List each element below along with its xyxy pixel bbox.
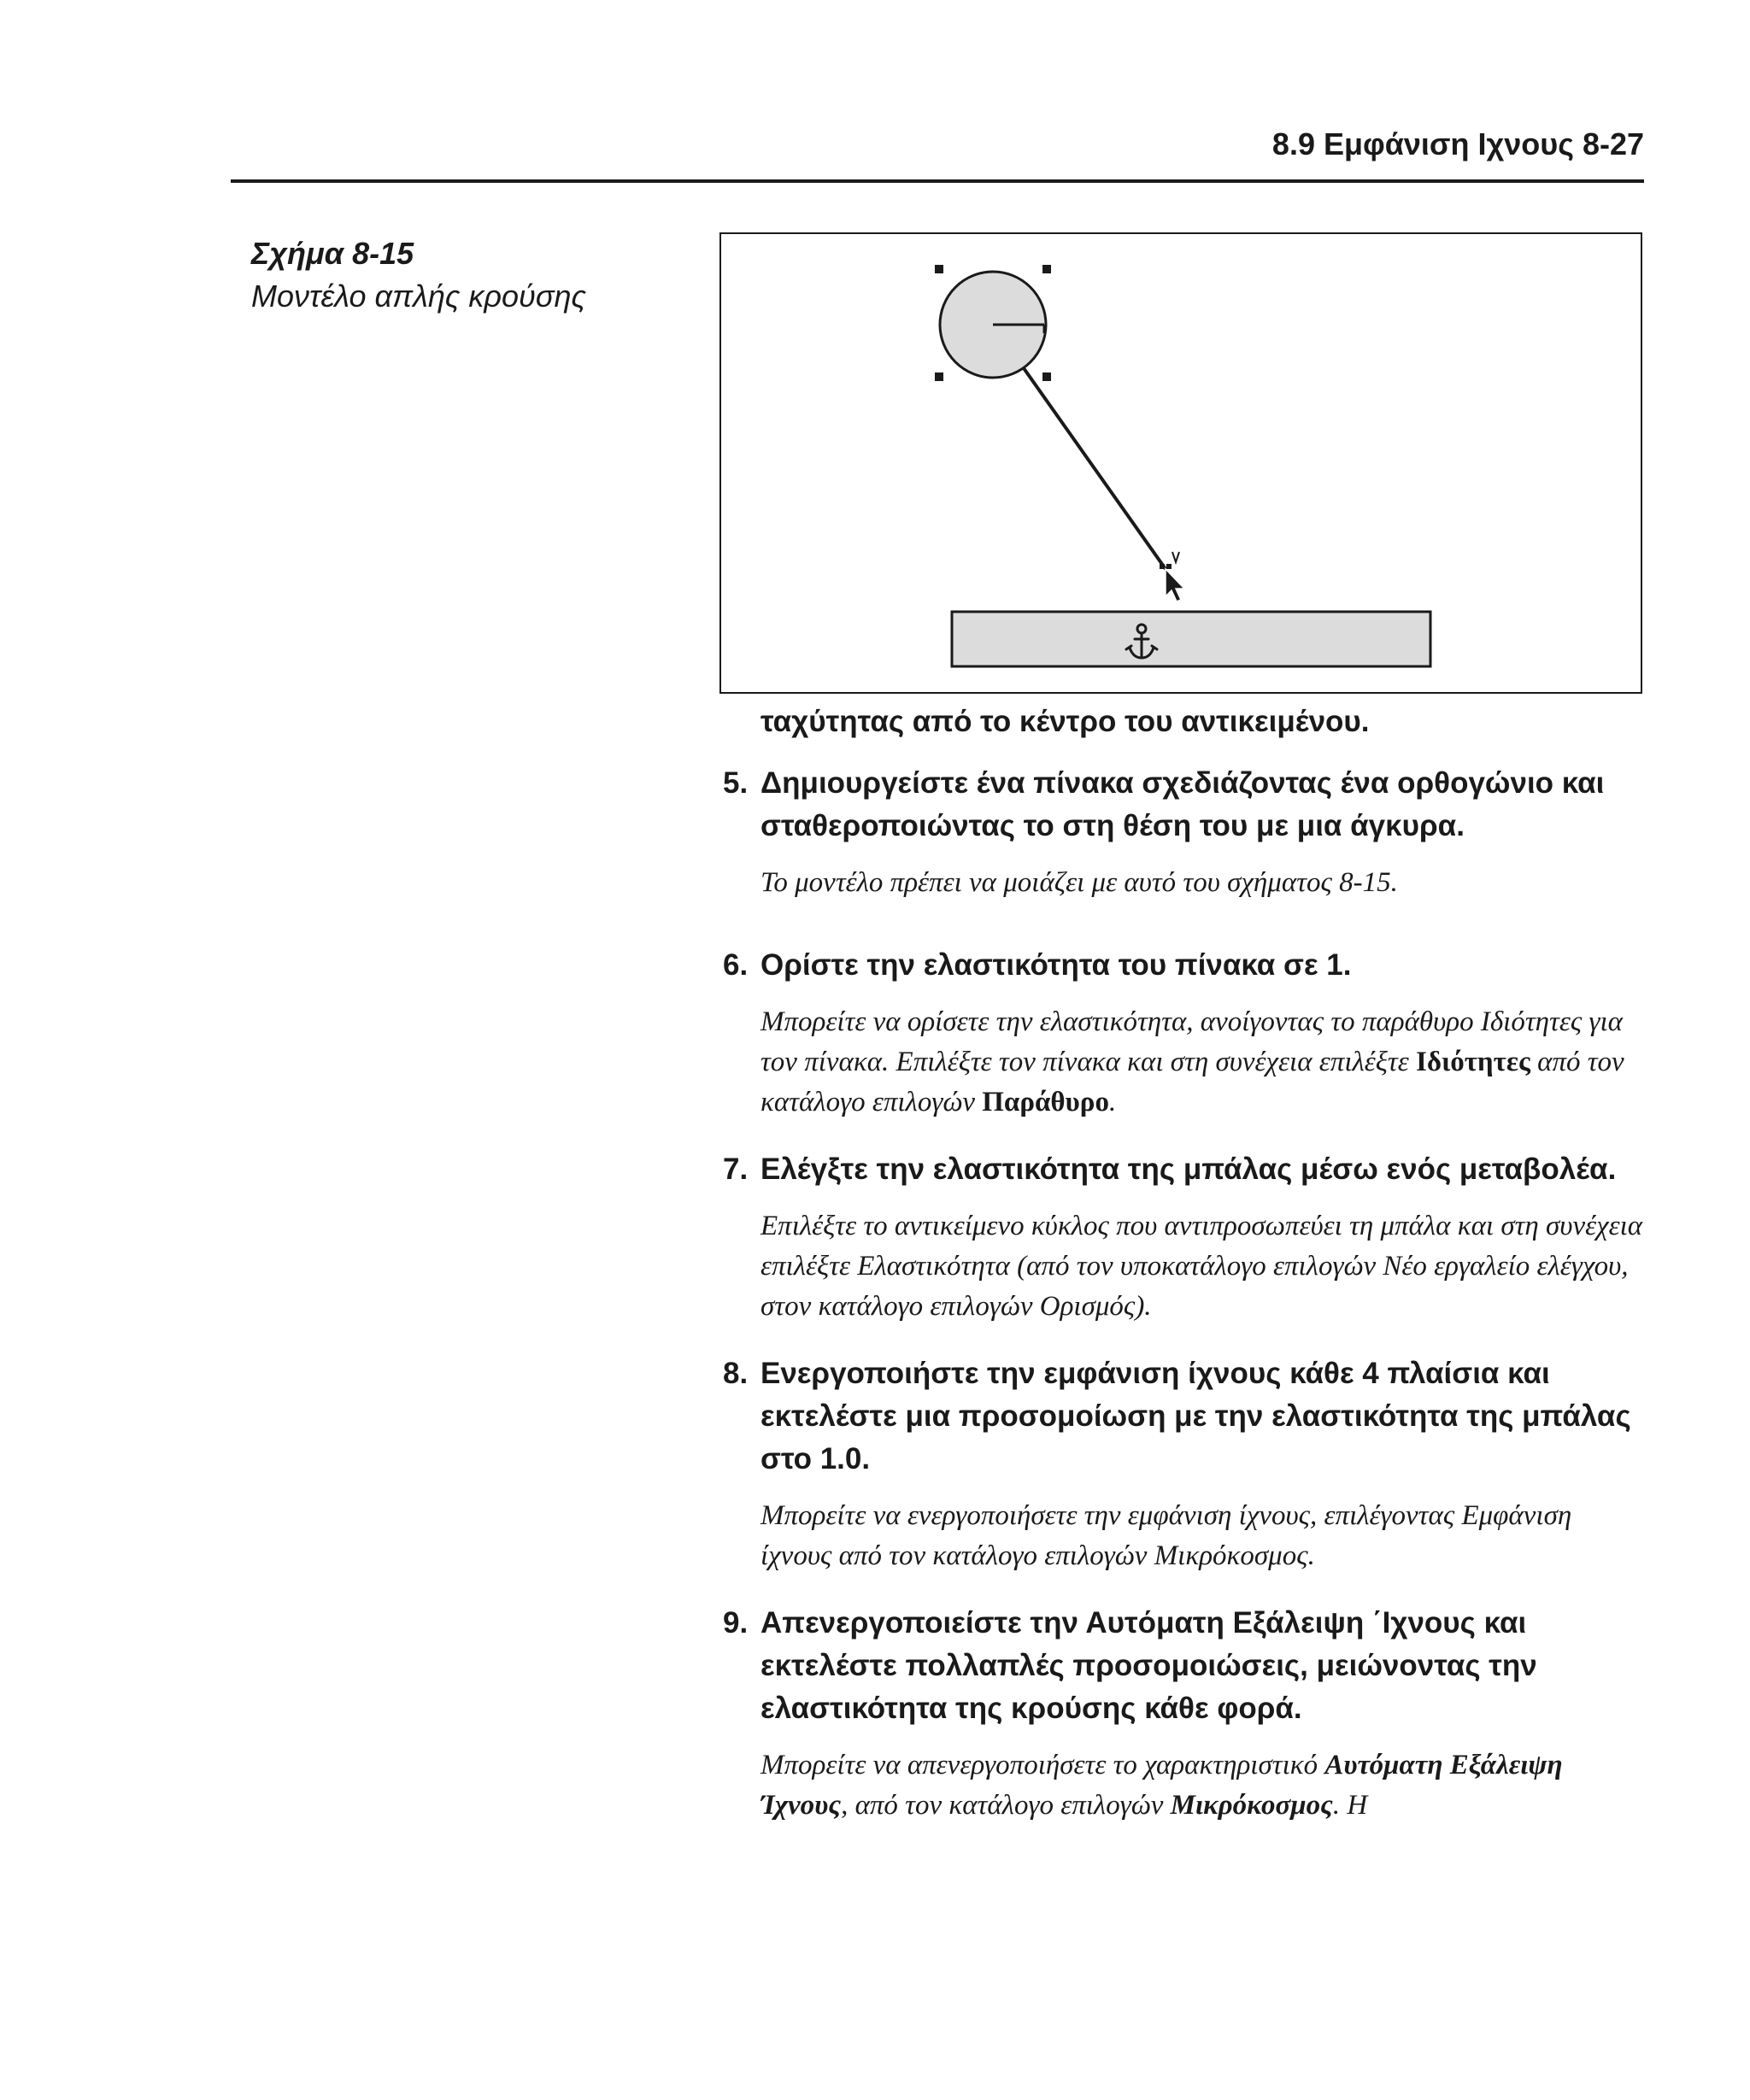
- selection-handle-icon[interactable]: [935, 265, 943, 273]
- note-text: .: [1108, 1087, 1117, 1117]
- header-title: 8.9 Εμφάνιση Ιχνους 8-27: [1271, 126, 1644, 161]
- step-text: Απενεργοποιείστε την Αυτόματη Εξάλειψη ΄Ιχνους και εκτελέστε πολλαπλές προσομοιώσεις, μειώνοντας την ελαστικότητα της κρούσης κάθε φορά.: [760, 1606, 1537, 1725]
- step-text: Ενεργοποιήστε την εμφάνιση ίχνους κάθε 4 πλαίσια και εκτελέστε μια προσομοίωση με την ελαστικότητα της μπάλας στο 1.0.: [760, 1357, 1631, 1475]
- note-text: από τον κατάλογο επιλογών: [760, 1047, 1624, 1117]
- instructions-body: [723, 694, 1646, 1826]
- figure-label: Σχήμα 8-15: [251, 236, 414, 271]
- continuation-text: ταχύτητας από το κέντρο του αντικειμένου.: [760, 705, 1370, 738]
- note-bold-microworld: Μικρόκοσμος: [1170, 1790, 1333, 1821]
- simulation-canvas: [721, 234, 1641, 692]
- step-text: Ορίστε την ελαστικότητα του πίνακα σε 1.: [760, 948, 1352, 982]
- step-text: Ελέγξτε την ελαστικότητα της μπάλας μέσω ενός μεταβολέα.: [760, 1153, 1617, 1186]
- figure-caption: [251, 232, 586, 318]
- step-8-note: Μπορείτε να ενεργοποιήσετε την εμφάνιση ίχνους, επιλέγοντας Εμφάνιση ίχνους από τον κατάλογο επιλογών Μικρόκοσμος.: [760, 1500, 1572, 1571]
- note-text: Μπορείτε να ορίσετε την ελαστικότητα, ανοίγοντας το παράθυρο Ιδιότητες για τον πίνακα. Επιλέξτε τον πίνακα και στη συνέχεια επιλέξτε: [760, 1006, 1623, 1077]
- note-bold-properties: Ιδιότητες: [1416, 1047, 1530, 1077]
- vector-handle-icon[interactable]: [1160, 552, 1179, 569]
- step-7: [723, 1148, 1646, 1191]
- step-number: 6.: [723, 948, 749, 982]
- figure-caption-text: Μοντέλο απλής κρούσης: [251, 279, 587, 314]
- step-6-note: [723, 1002, 1646, 1123]
- step-5: [723, 762, 1646, 848]
- note-text: . Η: [1332, 1790, 1368, 1821]
- step-8: [723, 1352, 1646, 1481]
- selection-handle-icon[interactable]: [1042, 372, 1051, 381]
- step-number: 7.: [723, 1153, 749, 1186]
- step-number: 9.: [723, 1606, 749, 1640]
- note-bold-window: Παράθυρο: [982, 1087, 1109, 1117]
- step-7-note: Επιλέξτε το αντικείμενο κύκλος που αντιπροσωπεύει τη μπάλα και στη συνέχεια επιλέξτε Ελαστικότητα (από τον υποκατάλογο επιλογών Νέο εργαλείο ελέγχου, στον κατάλογο επιλογών Ορισμός).: [760, 1211, 1643, 1322]
- selection-handle-icon[interactable]: [1042, 265, 1051, 273]
- step-number: 5.: [723, 766, 749, 800]
- step-5-note: Το μοντέλο πρέπει να μοιάζει με αυτό του σχήματος 8-15.: [760, 867, 1398, 898]
- header-rule: [231, 179, 1644, 183]
- figure-simulation-screenshot: [719, 232, 1642, 694]
- note-text: Μπορείτε να απενεργοποιήσετε το χαρακτηριστικό: [760, 1750, 1325, 1780]
- note-bold-auto-erase: Αυτόματη Εξάλειψη Ίχνους: [760, 1750, 1563, 1821]
- board-rectangle[interactable]: [952, 612, 1430, 666]
- step-number: 8.: [723, 1357, 749, 1390]
- note-text: , από τον κατάλογο επιλογών: [841, 1790, 1171, 1821]
- step-9-note: [723, 1745, 1646, 1826]
- step-text: Δημιουργείστε ένα πίνακα σχεδιάζοντας ένα ορθογώνιο και σταθεροποιώντας το στη θέση του με μια άγκυρα.: [760, 766, 1605, 842]
- step-6: [723, 944, 1646, 987]
- selection-handle-icon[interactable]: [935, 372, 943, 381]
- mouse-cursor-icon: [1166, 569, 1184, 601]
- step-9: [723, 1602, 1646, 1730]
